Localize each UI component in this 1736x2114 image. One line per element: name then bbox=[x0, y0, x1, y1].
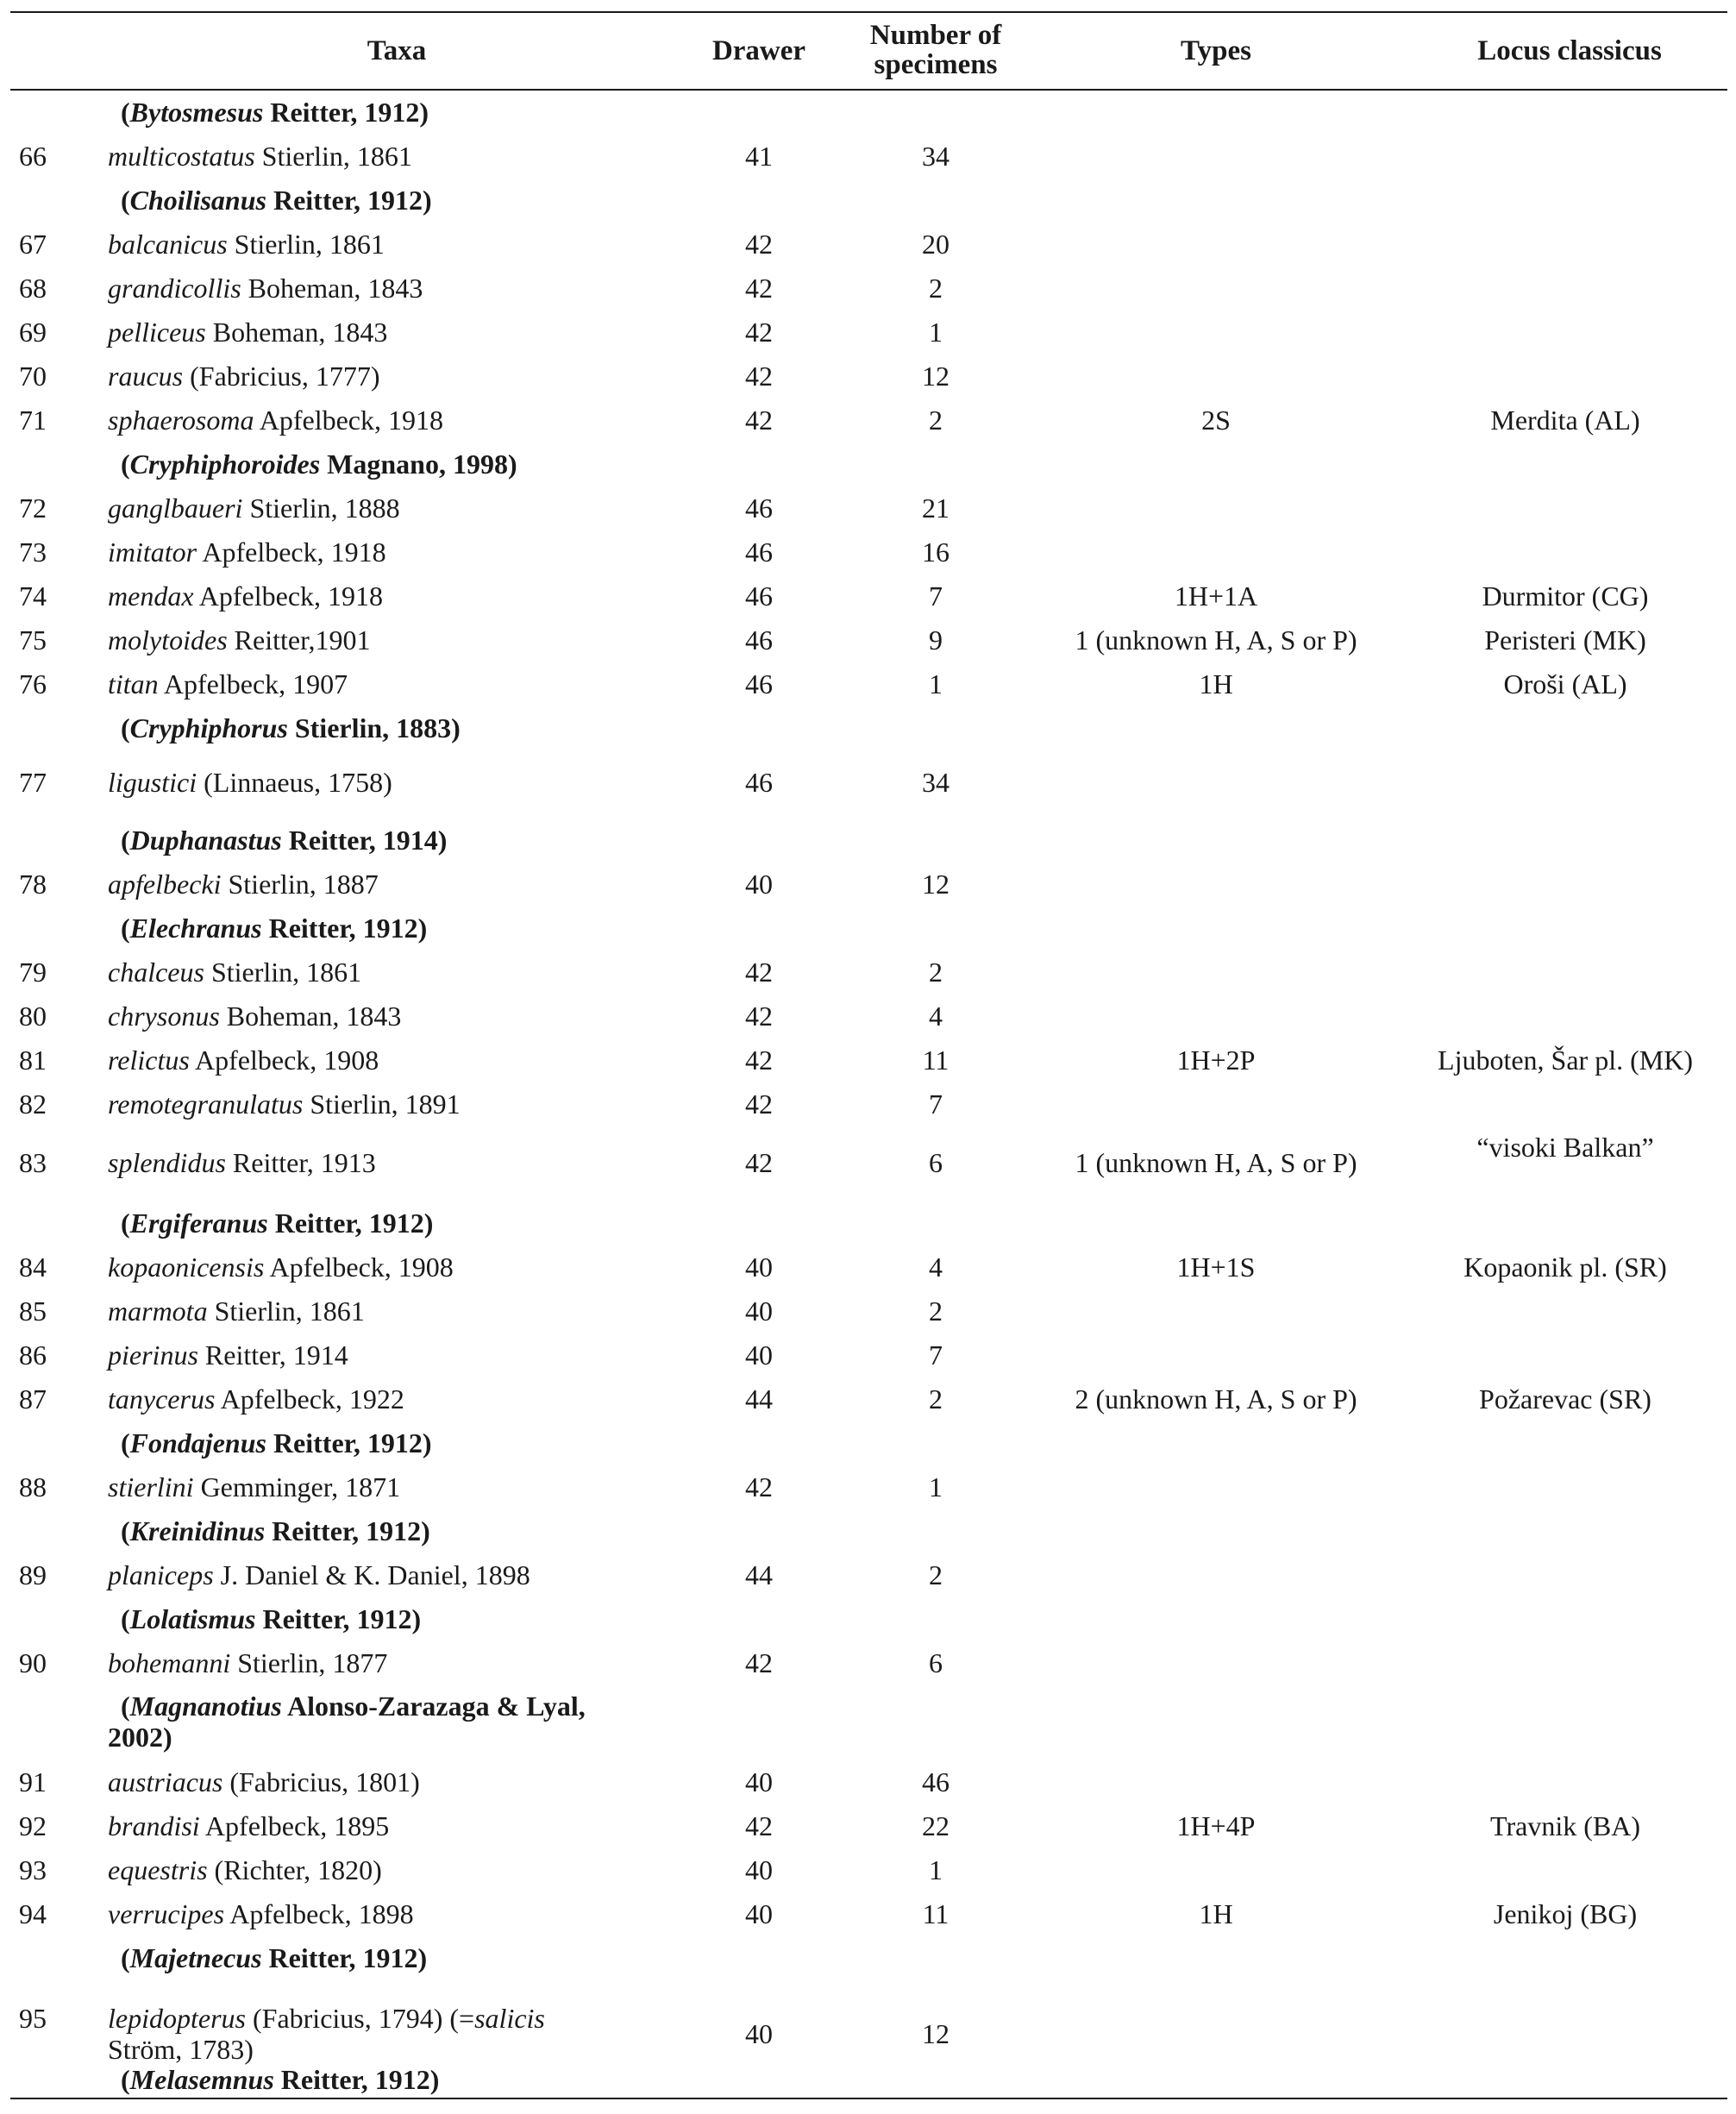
species-epithet: mendax bbox=[108, 580, 194, 612]
drawer-number: 42 bbox=[745, 1001, 773, 1032]
species-epithet: marmota bbox=[108, 1295, 208, 1327]
type-material: 1H+4P bbox=[1176, 1810, 1256, 1841]
specimen-count: 2 bbox=[929, 273, 943, 304]
specimen-count: 6 bbox=[929, 1147, 943, 1178]
species-epithet: raucus bbox=[108, 361, 184, 392]
species-epithet: ligustici bbox=[108, 767, 197, 798]
specimen-count: 7 bbox=[929, 1339, 943, 1371]
taxon-name bbox=[108, 1339, 686, 1371]
taxon-name bbox=[108, 1810, 686, 1841]
species-epithet: grandicollis bbox=[108, 273, 241, 304]
genus-italic: Melasemnus bbox=[129, 2064, 274, 2095]
type-material: 2S bbox=[1201, 405, 1231, 436]
genus-author: Reitter, 1912) bbox=[266, 1427, 432, 1458]
specimen-count: 2 bbox=[929, 405, 943, 436]
genus-author: Reitter, 1912) bbox=[266, 185, 432, 216]
row-number: 88 bbox=[19, 1471, 47, 1502]
specimen-count: 22 bbox=[922, 1810, 949, 1841]
taxon-name bbox=[108, 1088, 686, 1120]
drawer-number: 42 bbox=[745, 229, 773, 260]
type-material: 1H+2P bbox=[1176, 1044, 1256, 1076]
specimen-count: 4 bbox=[929, 1251, 943, 1283]
species-author: Reitter, 1913 bbox=[225, 1147, 376, 1178]
specimen-count: 20 bbox=[922, 229, 949, 260]
row-number: 75 bbox=[19, 624, 47, 656]
specimen-count: 11 bbox=[922, 1044, 949, 1076]
drawer-number: 42 bbox=[745, 957, 773, 988]
locus-classicus: “visoki Balkan” bbox=[1476, 1132, 1654, 1163]
taxon-name bbox=[108, 1559, 686, 1590]
row-number: 76 bbox=[19, 668, 47, 699]
genus-name: (Cryphiphoroides Magnano, 1998) bbox=[121, 449, 517, 480]
taxon-name bbox=[108, 2003, 686, 2065]
synonym-author: Ström, 1783) bbox=[108, 2034, 254, 2065]
row-number: 69 bbox=[19, 317, 47, 348]
taxon-name bbox=[108, 141, 686, 172]
species-author: Apfelbeck, 1918 bbox=[193, 580, 384, 612]
drawer-number: 42 bbox=[745, 1044, 773, 1076]
genus-italic: Lolatismus bbox=[129, 1603, 256, 1634]
species-epithet: verrucipes bbox=[108, 1898, 225, 1929]
species-author: Stierlin, 1891 bbox=[303, 1088, 461, 1120]
genus-author: Reitter, 1912) bbox=[261, 913, 428, 944]
species-author: Boheman, 1843 bbox=[219, 1001, 402, 1032]
genus-name: (Melasemnus Reitter, 1912) bbox=[121, 2064, 440, 2095]
genus-italic: Fondajenus bbox=[129, 1427, 266, 1458]
species-epithet: chalceus bbox=[108, 957, 204, 988]
genus-name: (Majetnecus Reitter, 1912) bbox=[121, 1942, 428, 1973]
header-specimens: Number of specimens bbox=[869, 20, 1002, 80]
genus-author: Reitter, 1912) bbox=[255, 1603, 422, 1634]
drawer-number: 44 bbox=[745, 1383, 773, 1415]
species-author: Reitter,1901 bbox=[227, 624, 371, 656]
species-epithet: kopaonicensis bbox=[108, 1251, 265, 1283]
taxon-name bbox=[108, 1766, 686, 1797]
table-bottom-rule bbox=[10, 2098, 1727, 2099]
row-number: 70 bbox=[19, 361, 47, 392]
species-epithet: bohemanni bbox=[108, 1647, 231, 1678]
taxon-name bbox=[108, 1898, 686, 1929]
species-author: Stierlin, 1861 bbox=[227, 229, 385, 260]
specimen-count: 7 bbox=[929, 580, 943, 612]
locus-classicus: Požarevac (SR) bbox=[1479, 1383, 1651, 1415]
species-author: Stierlin, 1888 bbox=[242, 492, 400, 524]
specimen-count: 6 bbox=[929, 1647, 943, 1678]
drawer-number: 42 bbox=[745, 1147, 773, 1178]
species-author: (Fabricius, 1794) (= bbox=[245, 2003, 475, 2034]
taxon-name bbox=[108, 536, 686, 568]
specimen-count: 1 bbox=[929, 1854, 943, 1885]
species-epithet: stierlini bbox=[108, 1471, 194, 1502]
row-number: 84 bbox=[19, 1251, 47, 1283]
taxon-name bbox=[108, 1044, 686, 1076]
row-number: 81 bbox=[19, 1044, 47, 1076]
row-number: 82 bbox=[19, 1088, 47, 1120]
species-author: Reitter, 1914 bbox=[197, 1339, 348, 1371]
taxon-name bbox=[108, 405, 686, 436]
species-epithet: pelliceus bbox=[108, 317, 206, 348]
species-epithet: molytoides bbox=[108, 624, 228, 656]
species-epithet: multicostatus bbox=[108, 141, 255, 172]
taxon-name bbox=[108, 492, 686, 524]
species-author: Stierlin, 1861 bbox=[254, 141, 412, 172]
drawer-number: 46 bbox=[745, 668, 773, 699]
species-author: J. Daniel & K. Daniel, 1898 bbox=[213, 1559, 530, 1590]
genus-italic: Magnanotius bbox=[129, 1691, 282, 1722]
species-author: Apfelbeck, 1908 bbox=[264, 1251, 454, 1283]
taxon-name bbox=[108, 1001, 686, 1032]
drawer-number: 40 bbox=[745, 1854, 773, 1885]
taxon-name bbox=[108, 1383, 686, 1415]
genus-author: Reitter, 1912) bbox=[261, 1942, 428, 1973]
taxon-name bbox=[108, 317, 686, 348]
header-taxa: Taxa bbox=[367, 35, 427, 66]
species-author: Apfelbeck, 1918 bbox=[197, 536, 386, 568]
specimen-count: 4 bbox=[929, 1001, 943, 1032]
type-material: 1 (unknown H, A, S or P) bbox=[1075, 624, 1357, 656]
row-number: 73 bbox=[19, 536, 47, 568]
genus-italic: Duphanastus bbox=[129, 825, 282, 856]
genus-italic: Ergiferanus bbox=[129, 1208, 268, 1239]
header-locus: Locus classicus bbox=[1477, 35, 1662, 66]
row-number: 94 bbox=[19, 1898, 47, 1929]
type-material: 1H bbox=[1199, 1898, 1233, 1929]
drawer-number: 41 bbox=[745, 141, 773, 172]
drawer-number: 40 bbox=[745, 2018, 773, 2049]
genus-italic: Majetnecus bbox=[129, 1942, 262, 1973]
taxon-name bbox=[108, 1147, 686, 1178]
species-author: Stierlin, 1877 bbox=[230, 1647, 388, 1678]
drawer-number: 46 bbox=[745, 492, 773, 524]
row-number: 78 bbox=[19, 869, 47, 900]
row-number: 74 bbox=[19, 580, 47, 612]
specimen-count: 7 bbox=[929, 1088, 943, 1120]
specimen-count: 2 bbox=[929, 1559, 943, 1590]
drawer-number: 42 bbox=[745, 317, 773, 348]
drawer-number: 40 bbox=[745, 1251, 773, 1283]
species-epithet: chrysonus bbox=[108, 1001, 220, 1032]
drawer-number: 40 bbox=[745, 869, 773, 900]
drawer-number: 40 bbox=[745, 1295, 773, 1327]
species-author: (Fabricius, 1801) bbox=[222, 1766, 420, 1797]
species-epithet: remotegranulatus bbox=[108, 1088, 304, 1120]
taxon-name bbox=[108, 580, 686, 612]
row-number: 68 bbox=[19, 273, 47, 304]
genus-name: (Fondajenus Reitter, 1912) bbox=[121, 1427, 432, 1458]
species-author: (Richter, 1820) bbox=[207, 1854, 382, 1885]
locus-classicus: Jenikoj (BG) bbox=[1493, 1898, 1638, 1929]
species-author: Stierlin, 1887 bbox=[221, 869, 379, 900]
species-author: Apfelbeck, 1908 bbox=[189, 1044, 379, 1076]
locus-classicus: Kopaonik pl. (SR) bbox=[1463, 1251, 1667, 1283]
species-author: Apfelbeck, 1895 bbox=[199, 1810, 390, 1841]
species-epithet: austriacus bbox=[108, 1766, 223, 1797]
genus-author: Magnano, 1998) bbox=[320, 449, 517, 480]
taxon-name bbox=[108, 869, 686, 900]
species-author: Gemminger, 1871 bbox=[193, 1471, 401, 1502]
genus-author: Alonso-Zarazaga & Lyal, bbox=[281, 1691, 586, 1722]
taxon-name bbox=[108, 1295, 686, 1327]
drawer-number: 42 bbox=[745, 273, 773, 304]
locus-classicus: Oroši (AL) bbox=[1503, 668, 1627, 699]
locus-classicus: Travnik (BA) bbox=[1490, 1810, 1640, 1841]
genus-author: Reitter, 1912) bbox=[273, 2064, 440, 2095]
genus-name: (Ergiferanus Reitter, 1912) bbox=[121, 1208, 434, 1239]
genus-author: Reitter, 1912) bbox=[267, 1208, 434, 1239]
type-material: 2 (unknown H, A, S or P) bbox=[1075, 1383, 1357, 1415]
drawer-number: 42 bbox=[745, 405, 773, 436]
row-number: 79 bbox=[19, 957, 47, 988]
species-author: (Fabricius, 1777) bbox=[183, 361, 380, 392]
row-number: 92 bbox=[19, 1810, 47, 1841]
genus-name: (Lolatismus Reitter, 1912) bbox=[121, 1603, 422, 1634]
drawer-number: 40 bbox=[745, 1898, 773, 1929]
genus-italic: Elechranus bbox=[129, 913, 262, 944]
specimen-count: 21 bbox=[922, 492, 949, 524]
taxon-name bbox=[108, 624, 686, 656]
genus-author: Reitter, 1912) bbox=[265, 1515, 430, 1546]
species-author: Stierlin, 1861 bbox=[204, 957, 362, 988]
drawer-number: 40 bbox=[745, 1339, 773, 1371]
species-author: Apfelbeck, 1918 bbox=[254, 405, 443, 436]
species-epithet: brandisi bbox=[108, 1810, 200, 1841]
genus-name: (Elechranus Reitter, 1912) bbox=[121, 913, 428, 944]
specimen-count: 2 bbox=[929, 957, 943, 988]
type-material: 1H+1A bbox=[1174, 580, 1258, 612]
taxon-name bbox=[108, 273, 686, 304]
species-author: Apfelbeck, 1922 bbox=[215, 1383, 404, 1415]
specimen-count: 34 bbox=[922, 767, 949, 798]
species-author: Stierlin, 1861 bbox=[207, 1295, 365, 1327]
specimen-count: 1 bbox=[929, 317, 943, 348]
genus-author-line-2: 2002) bbox=[108, 1722, 172, 1753]
drawer-number: 46 bbox=[745, 624, 773, 656]
species-author: Apfelbeck, 1907 bbox=[158, 668, 348, 699]
specimen-count: 1 bbox=[929, 1471, 943, 1502]
synonym-epithet: salicis bbox=[474, 2003, 545, 2034]
species-epithet: relictus bbox=[108, 1044, 190, 1076]
drawer-number: 42 bbox=[745, 361, 773, 392]
row-number: 89 bbox=[19, 1559, 47, 1590]
header-bottom-rule bbox=[10, 89, 1727, 91]
specimen-count: 12 bbox=[922, 2018, 949, 2049]
genus-name: (Duphanastus Reitter, 1914) bbox=[121, 825, 448, 856]
specimen-count: 16 bbox=[922, 536, 949, 568]
row-number: 91 bbox=[19, 1766, 47, 1797]
taxon-name bbox=[108, 1854, 686, 1885]
header-drawer: Drawer bbox=[711, 35, 806, 66]
species-epithet: tanycerus bbox=[108, 1383, 216, 1415]
type-material: 1H bbox=[1199, 668, 1233, 699]
specimen-count: 9 bbox=[929, 624, 943, 656]
row-number: 93 bbox=[19, 1854, 47, 1885]
specimen-count: 34 bbox=[922, 141, 949, 172]
taxon-name bbox=[108, 668, 686, 699]
genus-name: (Cryphiphorus Stierlin, 1883) bbox=[121, 712, 461, 743]
species-epithet: sphaerosoma bbox=[108, 405, 254, 436]
genus-name bbox=[108, 1691, 677, 1753]
species-epithet: splendidus bbox=[108, 1147, 226, 1178]
species-epithet: lepidopterus bbox=[108, 2003, 246, 2034]
taxon-name bbox=[108, 229, 686, 260]
locus-classicus: Peristeri (MK) bbox=[1484, 624, 1646, 656]
specimen-count: 11 bbox=[922, 1898, 949, 1929]
taxon-name bbox=[108, 361, 686, 392]
specimen-count: 12 bbox=[922, 361, 949, 392]
drawer-number: 42 bbox=[745, 1647, 773, 1678]
genus-name: (Kreinidinus Reitter, 1912) bbox=[121, 1515, 430, 1546]
drawer-number: 46 bbox=[745, 580, 773, 612]
species-epithet: apfelbecki bbox=[108, 869, 222, 900]
species-epithet: equestris bbox=[108, 1854, 208, 1885]
specimen-count: 2 bbox=[929, 1295, 943, 1327]
species-epithet: ganglbaueri bbox=[108, 492, 243, 524]
species-epithet: pierinus bbox=[108, 1339, 198, 1371]
taxon-name bbox=[108, 1647, 686, 1678]
row-number: 87 bbox=[19, 1383, 47, 1415]
drawer-number: 44 bbox=[745, 1559, 773, 1590]
genus-line-1: (Magnanotius Alonso-Zarazaga & Lyal, bbox=[121, 1691, 586, 1722]
drawer-number: 40 bbox=[745, 1766, 773, 1797]
row-number: 77 bbox=[19, 767, 47, 798]
row-number: 95 bbox=[19, 2003, 47, 2034]
taxon-name bbox=[108, 767, 686, 798]
species-epithet: planiceps bbox=[108, 1559, 214, 1590]
species-author: (Linnaeus, 1758) bbox=[197, 767, 392, 798]
row-number: 86 bbox=[19, 1339, 47, 1371]
genus-italic: Cryphiphorus bbox=[129, 712, 288, 743]
drawer-number: 42 bbox=[745, 1471, 773, 1502]
drawer-number: 46 bbox=[745, 536, 773, 568]
taxon-name bbox=[108, 1251, 686, 1283]
table-top-rule bbox=[10, 11, 1727, 13]
row-number: 85 bbox=[19, 1295, 47, 1327]
type-material: 1H+1S bbox=[1176, 1251, 1256, 1283]
genus-italic: Choilisanus bbox=[129, 185, 266, 216]
specimen-count: 1 bbox=[929, 668, 943, 699]
genus-author: Reitter, 1914) bbox=[281, 825, 448, 856]
row-number: 83 bbox=[19, 1147, 47, 1178]
species-epithet: balcanicus bbox=[108, 229, 228, 260]
row-number: 80 bbox=[19, 1001, 47, 1032]
locus-classicus: Ljuboten, Šar pl. (MK) bbox=[1438, 1044, 1693, 1076]
genus-italic: Bytosmesus bbox=[129, 97, 264, 128]
specimen-count: 12 bbox=[922, 869, 949, 900]
species-author: Boheman, 1843 bbox=[241, 273, 423, 304]
species-author: Boheman, 1843 bbox=[205, 317, 388, 348]
genus-name: (Bytosmesus Reitter, 1912) bbox=[121, 97, 429, 128]
genus-author: Reitter, 1912) bbox=[263, 97, 429, 128]
drawer-number: 46 bbox=[745, 767, 773, 798]
drawer-number: 42 bbox=[745, 1088, 773, 1120]
locus-classicus: Durmitor (CG) bbox=[1482, 580, 1649, 612]
row-number: 71 bbox=[19, 405, 47, 436]
species-author: Apfelbeck, 1898 bbox=[224, 1898, 414, 1929]
locus-classicus: Merdita (AL) bbox=[1490, 405, 1640, 436]
genus-author: Stierlin, 1883) bbox=[287, 712, 461, 743]
genus-italic: Cryphiphoroides bbox=[129, 449, 321, 480]
species-epithet: titan bbox=[108, 668, 159, 699]
genus-italic: Kreinidinus bbox=[129, 1515, 266, 1546]
genus-name: (Choilisanus Reitter, 1912) bbox=[121, 185, 432, 216]
specimen-count: 46 bbox=[922, 1766, 949, 1797]
taxon-name bbox=[108, 1471, 686, 1502]
row-number: 90 bbox=[19, 1647, 47, 1678]
species-epithet: imitator bbox=[108, 536, 197, 568]
header-types: Types bbox=[1181, 35, 1251, 66]
row-number: 72 bbox=[19, 492, 47, 524]
row-number: 66 bbox=[19, 141, 47, 172]
specimen-count: 2 bbox=[929, 1383, 943, 1415]
drawer-number: 42 bbox=[745, 1810, 773, 1841]
row-number: 67 bbox=[19, 229, 47, 260]
taxon-name bbox=[108, 957, 686, 988]
type-material: 1 (unknown H, A, S or P) bbox=[1075, 1147, 1357, 1178]
